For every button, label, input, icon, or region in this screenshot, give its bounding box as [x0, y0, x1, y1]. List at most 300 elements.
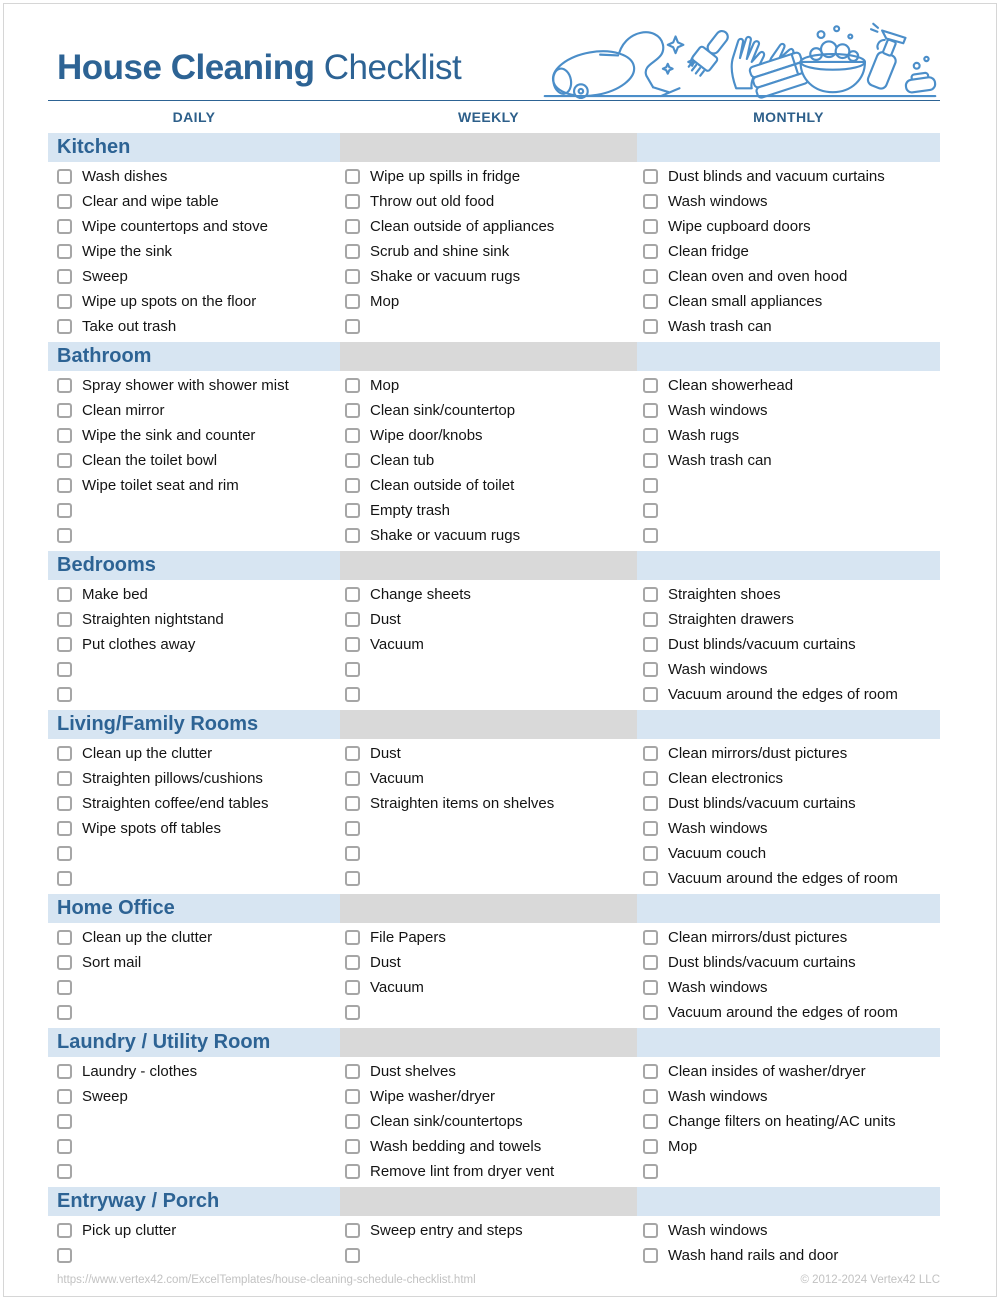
section-kitchen	[48, 133, 940, 339]
weekly-task-checkbox[interactable]	[345, 1139, 360, 1154]
footer	[48, 1274, 940, 1286]
monthly-cell	[637, 189, 940, 214]
monthly-task-checkbox[interactable]	[643, 294, 658, 309]
daily-task-checkbox[interactable]	[57, 1164, 72, 1179]
section-laundry-utility-room	[48, 1028, 940, 1184]
monthly-task-checkbox[interactable]	[643, 637, 658, 652]
task-row	[48, 841, 940, 866]
weekly-task-checkbox[interactable]	[345, 796, 360, 811]
section-title: Bedrooms	[57, 554, 156, 576]
task-row	[48, 314, 940, 339]
section-header-band	[48, 133, 940, 162]
task-label: Vacuum around the edges of room	[668, 870, 898, 887]
daily-cell	[48, 164, 340, 189]
task-label: Dust blinds and vacuum curtains	[668, 168, 885, 185]
weekly-cell	[340, 1109, 637, 1134]
monthly-task-checkbox[interactable]	[643, 1248, 658, 1263]
monthly-task-checkbox[interactable]	[643, 612, 658, 627]
weekly-task-checkbox[interactable]	[345, 746, 360, 761]
task-row	[48, 1059, 940, 1084]
section-band-weekly	[340, 342, 637, 371]
daily-cell	[48, 264, 340, 289]
weekly-task-checkbox[interactable]	[345, 1005, 360, 1020]
task-row	[48, 866, 940, 891]
task-label: Clean small appliances	[668, 293, 823, 310]
weekly-cell	[340, 1000, 637, 1025]
task-label: Remove lint from dryer vent	[370, 1163, 555, 1180]
weekly-task-checkbox[interactable]	[345, 453, 360, 468]
task-label: Clean up the clutter	[82, 745, 213, 762]
weekly-task-checkbox[interactable]	[345, 528, 360, 543]
section-band-daily	[48, 710, 340, 739]
monthly-cell	[637, 423, 940, 448]
task-row	[48, 473, 940, 498]
monthly-task-checkbox[interactable]	[643, 746, 658, 761]
daily-cell	[48, 866, 340, 891]
daily-task-checkbox[interactable]	[57, 1139, 72, 1154]
task-label: Straighten nightstand	[82, 611, 224, 628]
task-row	[48, 1084, 940, 1109]
weekly-task-checkbox[interactable]	[345, 294, 360, 309]
weekly-cell	[340, 841, 637, 866]
weekly-cell	[340, 498, 637, 523]
task-row	[48, 373, 940, 398]
daily-cell	[48, 523, 340, 548]
section-band-daily	[48, 133, 340, 162]
weekly-task-checkbox[interactable]	[345, 194, 360, 209]
monthly-task-checkbox[interactable]	[643, 244, 658, 259]
monthly-task-checkbox[interactable]	[643, 194, 658, 209]
daily-task-checkbox[interactable]	[57, 219, 72, 234]
monthly-cell	[637, 314, 940, 339]
section-title: Home Office	[57, 897, 175, 919]
section-header-band	[48, 710, 940, 739]
weekly-task-checkbox[interactable]	[345, 1064, 360, 1079]
task-row	[48, 816, 940, 841]
weekly-cell	[340, 1159, 637, 1184]
weekly-cell	[340, 164, 637, 189]
section-title: Kitchen	[57, 136, 131, 158]
section-header-band	[48, 894, 940, 923]
weekly-task-checkbox[interactable]	[345, 428, 360, 443]
monthly-task-checkbox[interactable]	[643, 1114, 658, 1129]
weekly-cell	[340, 523, 637, 548]
daily-cell	[48, 975, 340, 1000]
task-row	[48, 607, 940, 632]
monthly-task-checkbox[interactable]	[643, 219, 658, 234]
daily-task-checkbox[interactable]	[57, 687, 72, 702]
task-label: Laundry - clothes	[82, 1063, 198, 1080]
page-title	[57, 48, 461, 88]
monthly-task-checkbox[interactable]	[643, 587, 658, 602]
weekly-cell	[340, 607, 637, 632]
daily-cell	[48, 816, 340, 841]
task-label: Clean outside of appliances	[370, 218, 555, 235]
daily-task-checkbox[interactable]	[57, 846, 72, 861]
daily-task-checkbox[interactable]	[57, 980, 72, 995]
weekly-cell	[340, 189, 637, 214]
task-row	[48, 975, 940, 1000]
weekly-task-checkbox[interactable]	[345, 478, 360, 493]
weekly-task-checkbox[interactable]	[345, 846, 360, 861]
daily-cell	[48, 741, 340, 766]
task-label: Clean oven and oven hood	[668, 268, 848, 285]
task-label: Wipe countertops and stove	[82, 218, 268, 235]
weekly-task-checkbox[interactable]	[345, 871, 360, 886]
monthly-task-checkbox[interactable]	[643, 378, 658, 393]
daily-cell	[48, 498, 340, 523]
monthly-task-checkbox[interactable]	[643, 1164, 658, 1179]
task-row	[48, 264, 940, 289]
task-label: Wipe toilet seat and rim	[82, 477, 239, 494]
daily-task-checkbox[interactable]	[57, 821, 72, 836]
daily-task-checkbox[interactable]	[57, 955, 72, 970]
monthly-task-checkbox[interactable]	[643, 980, 658, 995]
task-row	[48, 741, 940, 766]
daily-task-checkbox[interactable]	[57, 587, 72, 602]
daily-task-checkbox[interactable]	[57, 244, 72, 259]
weekly-task-checkbox[interactable]	[345, 771, 360, 786]
daily-task-checkbox[interactable]	[57, 1064, 72, 1079]
weekly-cell	[340, 373, 637, 398]
daily-task-checkbox[interactable]	[57, 1114, 72, 1129]
daily-task-checkbox[interactable]	[57, 269, 72, 284]
monthly-task-checkbox[interactable]	[643, 871, 658, 886]
weekly-task-checkbox[interactable]	[345, 319, 360, 334]
header	[48, 4, 940, 101]
daily-cell	[48, 448, 340, 473]
task-label: Clean mirrors/dust pictures	[668, 745, 848, 762]
task-label: Straighten shoes	[668, 586, 781, 603]
weekly-cell	[340, 289, 637, 314]
monthly-cell	[637, 607, 940, 632]
section-band-daily	[48, 1028, 340, 1057]
daily-cell	[48, 1059, 340, 1084]
section-band-monthly	[637, 710, 940, 739]
task-row	[48, 1159, 940, 1184]
monthly-cell	[637, 473, 940, 498]
column-header-monthly: MONTHLY	[753, 109, 824, 125]
task-row	[48, 766, 940, 791]
task-label: Dust	[370, 745, 401, 762]
task-label: Mop	[370, 377, 400, 394]
soap-bar-icon	[904, 57, 935, 93]
weekly-task-checkbox[interactable]	[345, 637, 360, 652]
monthly-cell	[637, 582, 940, 607]
task-label: Put clothes away	[82, 636, 196, 653]
section-band-monthly	[637, 551, 940, 580]
task-label: Wipe the sink and counter	[82, 427, 256, 444]
task-label: Clear and wipe table	[82, 193, 219, 210]
task-label: Dust	[370, 954, 401, 971]
weekly-cell	[340, 682, 637, 707]
weekly-task-checkbox[interactable]	[345, 662, 360, 677]
monthly-task-checkbox[interactable]	[643, 503, 658, 518]
task-label: Wash windows	[668, 820, 768, 837]
monthly-task-checkbox[interactable]	[643, 428, 658, 443]
weekly-cell	[340, 1059, 637, 1084]
monthly-task-checkbox[interactable]	[643, 771, 658, 786]
weekly-task-checkbox[interactable]	[345, 1114, 360, 1129]
monthly-cell	[637, 741, 940, 766]
task-label: Clean mirror	[82, 402, 165, 419]
weekly-task-checkbox[interactable]	[345, 169, 360, 184]
weekly-cell	[340, 632, 637, 657]
monthly-task-checkbox[interactable]	[643, 1005, 658, 1020]
monthly-task-checkbox[interactable]	[643, 1064, 658, 1079]
task-label: Wash trash can	[668, 452, 772, 469]
task-row	[48, 950, 940, 975]
daily-cell	[48, 632, 340, 657]
section-band-daily	[48, 551, 340, 580]
section-header-band	[48, 1187, 940, 1216]
task-row	[48, 925, 940, 950]
monthly-task-checkbox[interactable]	[643, 821, 658, 836]
daily-cell	[48, 189, 340, 214]
task-label: Wash hand rails and door	[668, 1247, 839, 1264]
task-label: File Papers	[370, 929, 446, 946]
monthly-cell	[637, 264, 940, 289]
daily-cell	[48, 214, 340, 239]
section-band-monthly	[637, 894, 940, 923]
monthly-cell	[637, 841, 940, 866]
daily-task-checkbox[interactable]	[57, 1248, 72, 1263]
daily-task-checkbox[interactable]	[57, 1005, 72, 1020]
weekly-cell	[340, 741, 637, 766]
task-row	[48, 682, 940, 707]
monthly-task-checkbox[interactable]	[643, 319, 658, 334]
weekly-cell	[340, 950, 637, 975]
task-label: Throw out old food	[370, 193, 495, 210]
section-bathroom	[48, 342, 940, 548]
weekly-cell	[340, 314, 637, 339]
task-label: Wash rugs	[668, 427, 740, 444]
section-band-monthly	[637, 133, 940, 162]
section-living-family-rooms	[48, 710, 940, 891]
monthly-task-checkbox[interactable]	[643, 1223, 658, 1238]
task-row	[48, 239, 940, 264]
daily-task-checkbox[interactable]	[57, 428, 72, 443]
monthly-task-checkbox[interactable]	[643, 528, 658, 543]
monthly-task-checkbox[interactable]	[643, 169, 658, 184]
daily-cell	[48, 1109, 340, 1134]
daily-task-checkbox[interactable]	[57, 528, 72, 543]
task-label: Sort mail	[82, 954, 142, 971]
daily-cell	[48, 766, 340, 791]
daily-task-checkbox[interactable]	[57, 796, 72, 811]
daily-task-checkbox[interactable]	[57, 662, 72, 677]
task-label: Wash windows	[668, 402, 768, 419]
daily-cell	[48, 1000, 340, 1025]
weekly-task-checkbox[interactable]	[345, 1223, 360, 1238]
monthly-task-checkbox[interactable]	[643, 687, 658, 702]
daily-task-checkbox[interactable]	[57, 453, 72, 468]
monthly-task-checkbox[interactable]	[643, 403, 658, 418]
task-row	[48, 657, 940, 682]
weekly-task-checkbox[interactable]	[345, 1089, 360, 1104]
weekly-cell	[340, 975, 637, 1000]
task-label: Make bed	[82, 586, 148, 603]
weekly-task-checkbox[interactable]	[345, 930, 360, 945]
monthly-task-checkbox[interactable]	[643, 453, 658, 468]
task-row	[48, 448, 940, 473]
task-label: Dust blinds/vacuum curtains	[668, 636, 856, 653]
daily-cell	[48, 1243, 340, 1268]
task-label: Wash windows	[668, 1088, 768, 1105]
daily-cell	[48, 682, 340, 707]
daily-task-checkbox[interactable]	[57, 478, 72, 493]
monthly-cell	[637, 682, 940, 707]
monthly-cell	[637, 632, 940, 657]
task-label: Wash windows	[668, 661, 768, 678]
weekly-task-checkbox[interactable]	[345, 378, 360, 393]
weekly-task-checkbox[interactable]	[345, 587, 360, 602]
weekly-task-checkbox[interactable]	[345, 821, 360, 836]
task-row	[48, 1000, 940, 1025]
scrub-brush-icon	[686, 26, 734, 79]
task-row	[48, 498, 940, 523]
weekly-task-checkbox[interactable]	[345, 503, 360, 518]
daily-cell	[48, 925, 340, 950]
weekly-cell	[340, 582, 637, 607]
daily-task-checkbox[interactable]	[57, 294, 72, 309]
daily-cell	[48, 950, 340, 975]
weekly-cell	[340, 791, 637, 816]
daily-task-checkbox[interactable]	[57, 771, 72, 786]
section-band-monthly	[637, 1028, 940, 1057]
task-label: Wash windows	[668, 1222, 768, 1239]
task-label: Wipe cupboard doors	[668, 218, 811, 235]
task-row	[48, 398, 940, 423]
daily-cell	[48, 1134, 340, 1159]
weekly-cell	[340, 1243, 637, 1268]
monthly-cell	[637, 1109, 940, 1134]
daily-task-checkbox[interactable]	[57, 637, 72, 652]
task-label: Empty trash	[370, 502, 451, 519]
task-row	[48, 1134, 940, 1159]
weekly-task-checkbox[interactable]	[345, 955, 360, 970]
section-title: Living/Family Rooms	[57, 713, 259, 735]
task-label: Shake or vacuum rugs	[370, 527, 521, 544]
task-row	[48, 164, 940, 189]
task-label: Vacuum couch	[668, 845, 767, 862]
task-row	[48, 1243, 940, 1268]
daily-task-checkbox[interactable]	[57, 378, 72, 393]
daily-task-checkbox[interactable]	[57, 1089, 72, 1104]
daily-cell	[48, 239, 340, 264]
daily-task-checkbox[interactable]	[57, 746, 72, 761]
monthly-task-checkbox[interactable]	[643, 1089, 658, 1104]
weekly-task-checkbox[interactable]	[345, 1248, 360, 1263]
task-label: Dust blinds/vacuum curtains	[668, 795, 856, 812]
weekly-task-checkbox[interactable]	[345, 269, 360, 284]
section-band-weekly	[340, 551, 637, 580]
weekly-cell	[340, 816, 637, 841]
weekly-cell	[340, 866, 637, 891]
weekly-task-checkbox[interactable]	[345, 1164, 360, 1179]
daily-cell	[48, 289, 340, 314]
daily-task-checkbox[interactable]	[57, 503, 72, 518]
monthly-cell	[637, 373, 940, 398]
monthly-task-checkbox[interactable]	[643, 796, 658, 811]
monthly-cell	[637, 239, 940, 264]
task-label: Mop	[370, 293, 400, 310]
daily-cell	[48, 314, 340, 339]
task-row	[48, 423, 940, 448]
monthly-cell	[637, 1059, 940, 1084]
weekly-task-checkbox[interactable]	[345, 612, 360, 627]
daily-task-checkbox[interactable]	[57, 194, 72, 209]
weekly-cell	[340, 657, 637, 682]
monthly-task-checkbox[interactable]	[643, 662, 658, 677]
column-headers	[48, 101, 940, 130]
weekly-task-checkbox[interactable]	[345, 244, 360, 259]
footer-copyright: © 2012-2024 Vertex42 LLC	[800, 1274, 940, 1286]
weekly-task-checkbox[interactable]	[345, 980, 360, 995]
monthly-task-checkbox[interactable]	[643, 846, 658, 861]
monthly-cell	[637, 816, 940, 841]
section-band-weekly	[340, 1028, 637, 1057]
task-label: Vacuum around the edges of room	[668, 1004, 898, 1021]
task-label: Clean sink/countertop	[370, 402, 516, 419]
monthly-cell	[637, 214, 940, 239]
task-row	[48, 523, 940, 548]
monthly-task-checkbox[interactable]	[643, 955, 658, 970]
section-bedrooms	[48, 551, 940, 707]
daily-task-checkbox[interactable]	[57, 403, 72, 418]
weekly-task-checkbox[interactable]	[345, 403, 360, 418]
section-band-weekly	[340, 1187, 637, 1216]
task-label: Wipe up spills in fridge	[370, 168, 521, 185]
task-label: Wash trash can	[668, 318, 772, 335]
task-label: Clean up the clutter	[82, 929, 213, 946]
daily-task-checkbox[interactable]	[57, 930, 72, 945]
section-home-office	[48, 894, 940, 1025]
weekly-task-checkbox[interactable]	[345, 219, 360, 234]
weekly-cell	[340, 448, 637, 473]
section-header-band	[48, 342, 940, 371]
daily-task-checkbox[interactable]	[57, 169, 72, 184]
monthly-cell	[637, 1218, 940, 1243]
weekly-cell	[340, 766, 637, 791]
weekly-task-checkbox[interactable]	[345, 687, 360, 702]
daily-cell	[48, 1218, 340, 1243]
daily-task-checkbox[interactable]	[57, 1223, 72, 1238]
task-label: Clean showerhead	[668, 377, 794, 394]
monthly-cell	[637, 766, 940, 791]
checklist-body	[48, 133, 940, 1268]
monthly-task-checkbox[interactable]	[643, 1139, 658, 1154]
monthly-cell	[637, 1243, 940, 1268]
daily-task-checkbox[interactable]	[57, 871, 72, 886]
monthly-task-checkbox[interactable]	[643, 269, 658, 284]
task-label: Straighten drawers	[668, 611, 794, 628]
wash-bucket-icon	[801, 26, 865, 92]
daily-task-checkbox[interactable]	[57, 319, 72, 334]
weekly-cell	[340, 423, 637, 448]
section-title: Entryway / Porch	[57, 1190, 220, 1212]
column-header-daily: DAILY	[172, 109, 216, 125]
daily-task-checkbox[interactable]	[57, 612, 72, 627]
monthly-task-checkbox[interactable]	[643, 478, 658, 493]
task-label: Clean fridge	[668, 243, 749, 260]
task-label: Shake or vacuum rugs	[370, 268, 521, 285]
task-label: Straighten coffee/end tables	[82, 795, 269, 812]
monthly-task-checkbox[interactable]	[643, 930, 658, 945]
task-row	[48, 582, 940, 607]
section-entryway-porch	[48, 1187, 940, 1268]
daily-cell	[48, 1084, 340, 1109]
